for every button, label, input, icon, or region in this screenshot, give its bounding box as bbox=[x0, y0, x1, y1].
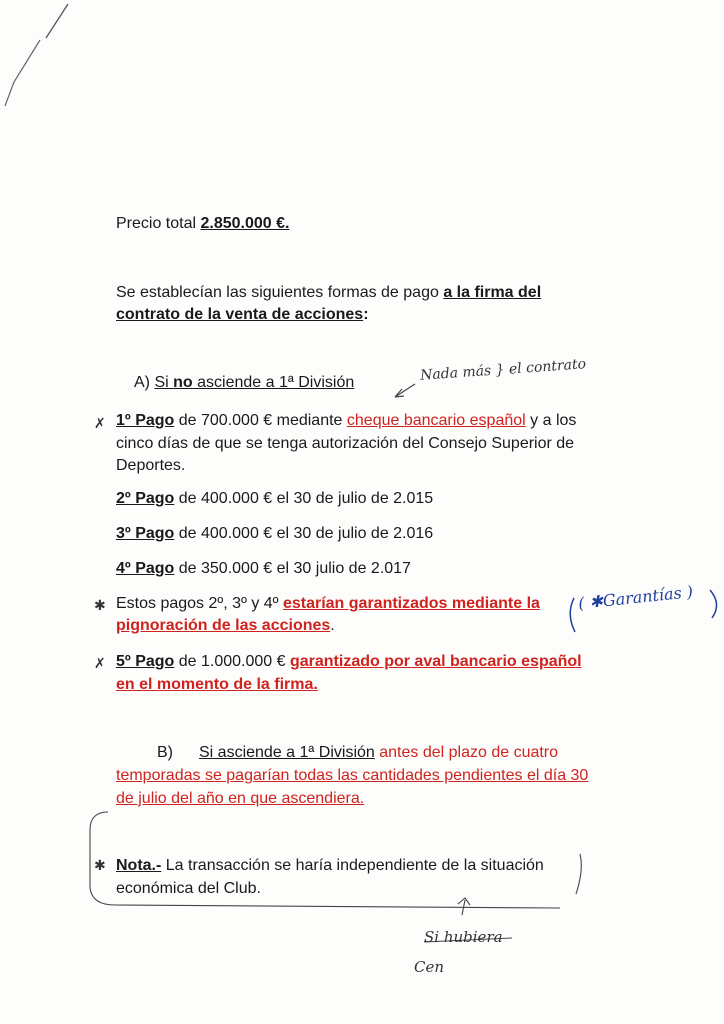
margin-star-mark-1: ✱ bbox=[94, 598, 106, 614]
nota-text-1: La transacción se haría independiente de la situación bbox=[161, 857, 544, 874]
pago-1-line-3: Deportes. bbox=[116, 457, 186, 474]
pago-1-label: 1º Pago bbox=[116, 412, 175, 429]
section-a-rest: asciende a 1ª División bbox=[192, 374, 355, 391]
pago-2-label: 2º Pago bbox=[116, 490, 175, 507]
section-a-prefix: A) bbox=[134, 374, 155, 391]
pago-5-label: 5º Pago bbox=[116, 653, 175, 670]
pago-1-line-1 bbox=[116, 410, 576, 432]
intro-line-1 bbox=[116, 282, 541, 304]
nota-line-2: económica del Club. bbox=[116, 880, 261, 897]
pago-3-label: 3º Pago bbox=[116, 525, 175, 542]
section-b-underlined: Si asciende a 1ª División bbox=[199, 744, 375, 761]
nota-label: Nota.- bbox=[116, 857, 162, 874]
garantia-line-1 bbox=[116, 593, 540, 615]
total-price-label: Precio total bbox=[116, 215, 201, 232]
pago-5-red-1: garantizado por aval bancario español bbox=[289, 653, 582, 670]
section-a-heading bbox=[134, 372, 354, 394]
pago-1-red: cheque bancario español bbox=[346, 412, 526, 429]
pago-4-text: de 350.000 € el 30 julio de 2.017 bbox=[174, 560, 411, 577]
margin-x-mark-2: ✗ bbox=[94, 656, 106, 672]
section-b-line-3: de julio del año en que ascendiera. bbox=[116, 790, 365, 807]
margin-x-mark-1: ✗ bbox=[94, 416, 106, 432]
section-b-line-2: temporadas se pagarían todas las cantidades pendientes el día 30 bbox=[116, 767, 589, 784]
handwritten-garantias: ( ✱Garantías ) bbox=[577, 582, 694, 613]
pago-5-line-1 bbox=[116, 651, 582, 673]
handwritten-cen: Cen bbox=[414, 958, 445, 976]
nota-line-1 bbox=[116, 855, 544, 877]
section-a-si: Si bbox=[154, 374, 174, 391]
section-b-line-1 bbox=[157, 742, 558, 764]
total-price-value: 2.850.000 €. bbox=[200, 215, 290, 232]
garantia-dot: . bbox=[330, 617, 335, 634]
pago-1-text: de 700.000 € mediante bbox=[174, 412, 347, 429]
garantia-red-1: estarían garantizados mediante la bbox=[282, 595, 540, 612]
total-price-line bbox=[116, 213, 289, 235]
garantia-line-2 bbox=[116, 615, 335, 637]
pago-2-text: de 400.000 € el 30 de julio de 2.015 bbox=[174, 490, 434, 507]
pago-3-line bbox=[116, 523, 433, 545]
pago-4-label: 4º Pago bbox=[116, 560, 175, 577]
pago-3-text: de 400.000 € el 30 de julio de 2.016 bbox=[174, 525, 434, 542]
margin-star-mark-2: ✱ bbox=[94, 858, 106, 874]
intro-bold-1: a la firma del bbox=[443, 284, 542, 301]
section-b-prefix: B) bbox=[157, 744, 173, 761]
intro-line-2 bbox=[116, 304, 369, 326]
intro-bold-2: contrato de la venta de acciones bbox=[116, 306, 364, 323]
section-a-no: no bbox=[173, 374, 193, 391]
garantia-red-2: pignoración de las acciones bbox=[116, 617, 331, 634]
section-b-red-1: antes del plazo de cuatro bbox=[374, 744, 559, 761]
intro-colon: : bbox=[363, 306, 369, 323]
garantia-text: Estos pagos 2º, 3º y 4º bbox=[116, 595, 283, 612]
pago-5-text: de 1.000.000 € bbox=[174, 653, 290, 670]
handwritten-si-hubiera: Si hubiera bbox=[424, 928, 503, 946]
pago-1-text-2: y a los bbox=[525, 412, 577, 429]
pago-5-line-2 bbox=[116, 674, 318, 696]
pago-2-line bbox=[116, 488, 433, 510]
pago-4-line bbox=[116, 558, 411, 580]
pago-1-line-2: cinco días de que se tenga autorización del Consejo Superior de bbox=[116, 435, 575, 452]
intro-text: Se establecían las siguientes formas de pago bbox=[116, 284, 444, 301]
handwritten-note-contract: Nada más } el contrato bbox=[419, 356, 587, 384]
pago-5-red-2: en el momento de la firma. bbox=[116, 676, 318, 693]
